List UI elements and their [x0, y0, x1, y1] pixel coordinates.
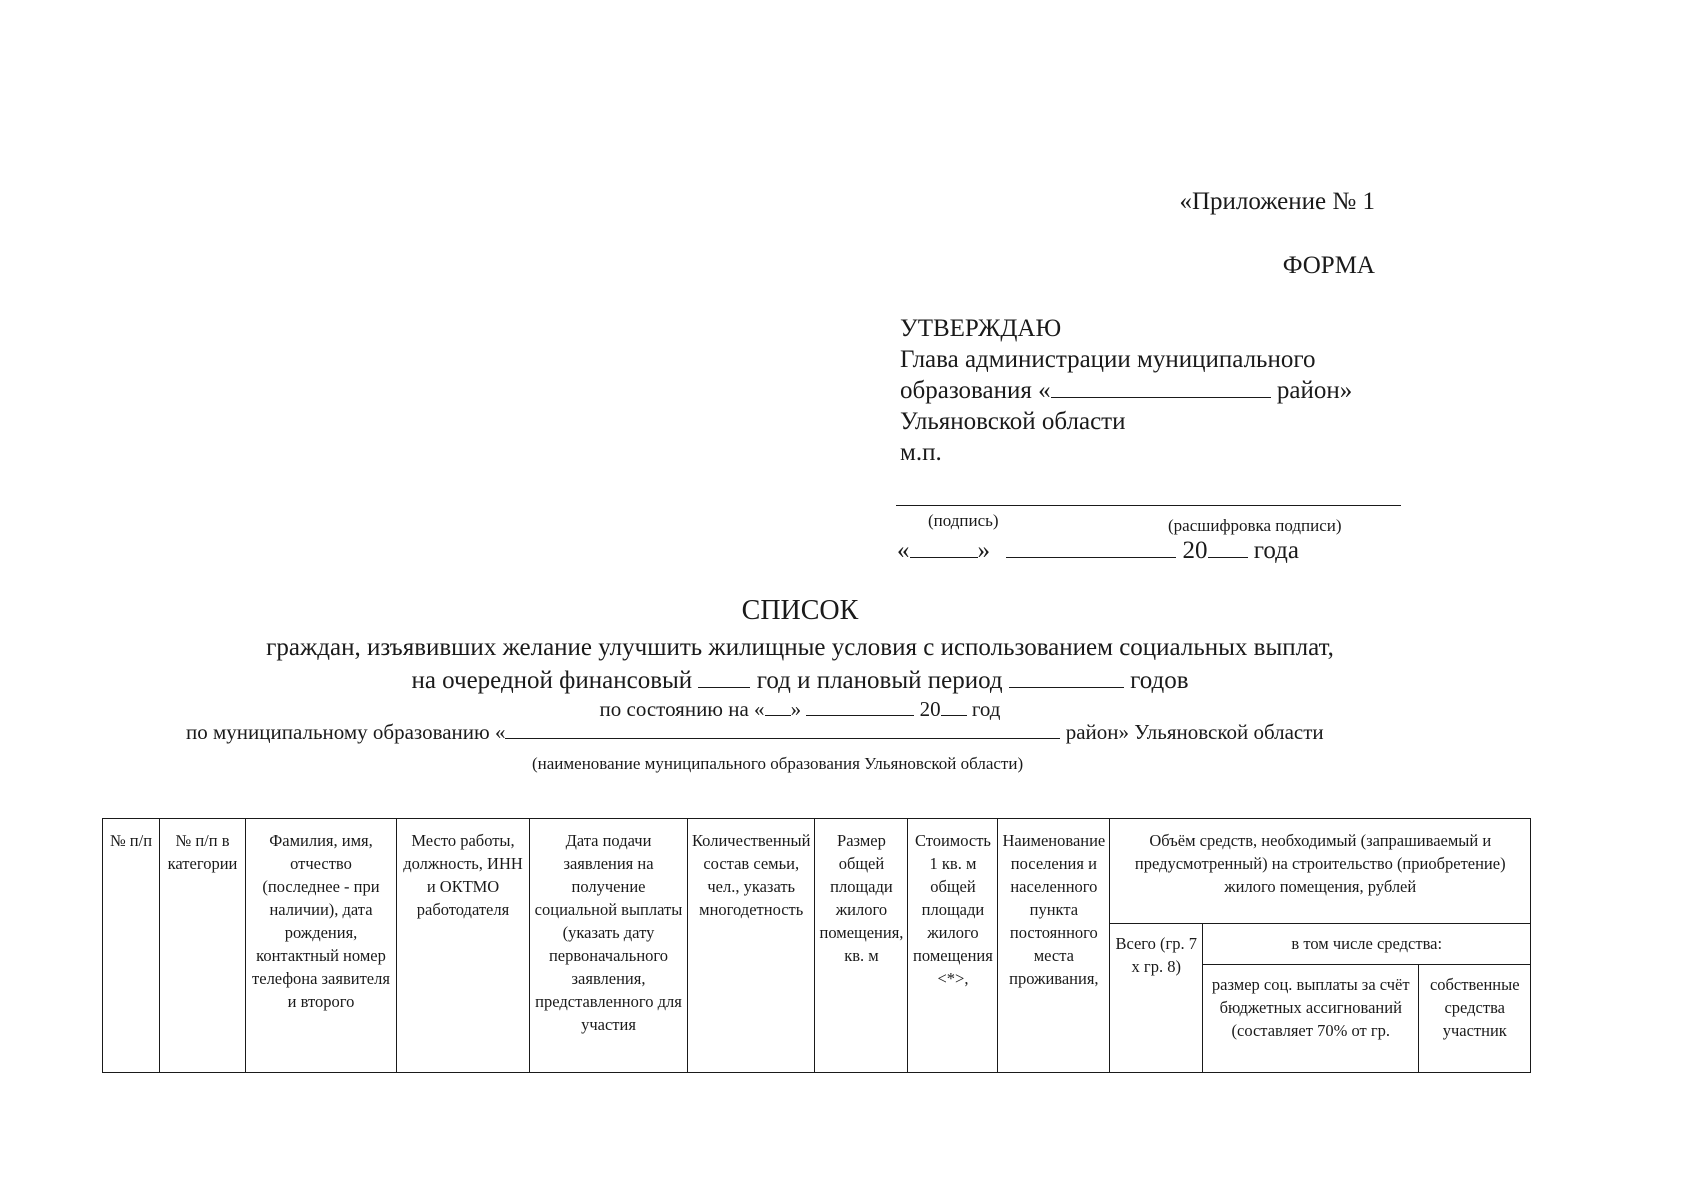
day-blank: [910, 556, 978, 558]
asof-day-blank: [765, 714, 791, 716]
header-cell-number: № п/п: [103, 819, 160, 1073]
approval-date: « » 20 года: [897, 537, 1299, 564]
approval-title: УТВЕРЖДАЮ: [900, 315, 1062, 342]
approval-block: [900, 313, 1352, 468]
header-cell-funds: Объём средств, необходимый (запрашиваемый и предусмотренный) на строительство (приобретение) жилого помещения, рублей: [1110, 819, 1531, 924]
header-cell-total: Всего (гр. 7 х гр. 8): [1110, 924, 1203, 1073]
header-cell-including: в том числе средства:: [1203, 924, 1531, 965]
header-cell-settlement: Наименование поселения и населенного пункта постоянного места проживания,: [998, 819, 1110, 1073]
header-cell-workplace: Место работы, должность, ИНН и ОКТМО работодателя: [397, 819, 530, 1073]
approval-line-2: образования « район»: [900, 377, 1353, 404]
form-label: ФОРМА: [1282, 252, 1375, 279]
header-cell-full-name: Фамилия, имя, отчество (последнее - при наличии), дата рождения, контактный номер телефона заявителя и второго: [246, 819, 397, 1073]
signature-decode-caption: (расшифровка подписи): [1168, 516, 1342, 535]
as-of-date-line: по состоянию на « » 20 год: [599, 697, 1001, 721]
header-cell-own-funds: собственные средства участник: [1419, 965, 1531, 1073]
signature-line: [896, 505, 1401, 506]
stamp-label: м.п.: [900, 439, 942, 466]
approval-line-3: Ульяновской области: [900, 408, 1126, 435]
header-cell-family-size: Количественный состав семьи, чел., указать многодетность: [688, 819, 815, 1073]
asof-month-blank: [806, 714, 914, 716]
list-title: СПИСОК: [741, 595, 859, 626]
municipality-line: по муниципальному образованию « район» Ульяновской области: [186, 720, 1324, 744]
district-blank: [1051, 396, 1271, 398]
header-cell-cost-per-meter: Стоимость 1 кв. м общей площади жилого помещения <*>,: [908, 819, 998, 1073]
approval-line-1: Глава администрации муниципального: [900, 346, 1316, 373]
header-cell-application-date: Дата подачи заявления на получение социальной выплаты (указать дату первоначального заявления, представленного для участия: [530, 819, 688, 1073]
header-cell-area: Размер общей площади жилого помещения, кв. м: [815, 819, 908, 1073]
municipality-blank: [505, 737, 1060, 739]
header-cell-category-number: № п/п в категории: [160, 819, 246, 1073]
fin-year-blank: [698, 686, 750, 688]
list-subtitle: граждан, изъявивших желание улучшить жилищные условия с использованием социальных выплат,: [266, 634, 1334, 661]
appendix-label: «Приложение № 1: [1179, 188, 1375, 215]
plan-period-blank: [1009, 686, 1124, 688]
signature-caption: (подпись): [928, 511, 999, 530]
asof-year-blank: [941, 714, 967, 716]
year-blank: [1208, 556, 1248, 558]
header-cell-social-payment: размер соц. выплаты за счёт бюджетных ассигнований (составляет 70% от гр.: [1203, 965, 1419, 1073]
financial-year-line: на очередной финансовый год и плановый период годов: [411, 667, 1189, 694]
citizens-table: [102, 818, 1531, 1073]
month-blank: [1006, 556, 1176, 558]
municipality-caption: (наименование муниципального образования Ульяновской области): [532, 754, 1024, 773]
